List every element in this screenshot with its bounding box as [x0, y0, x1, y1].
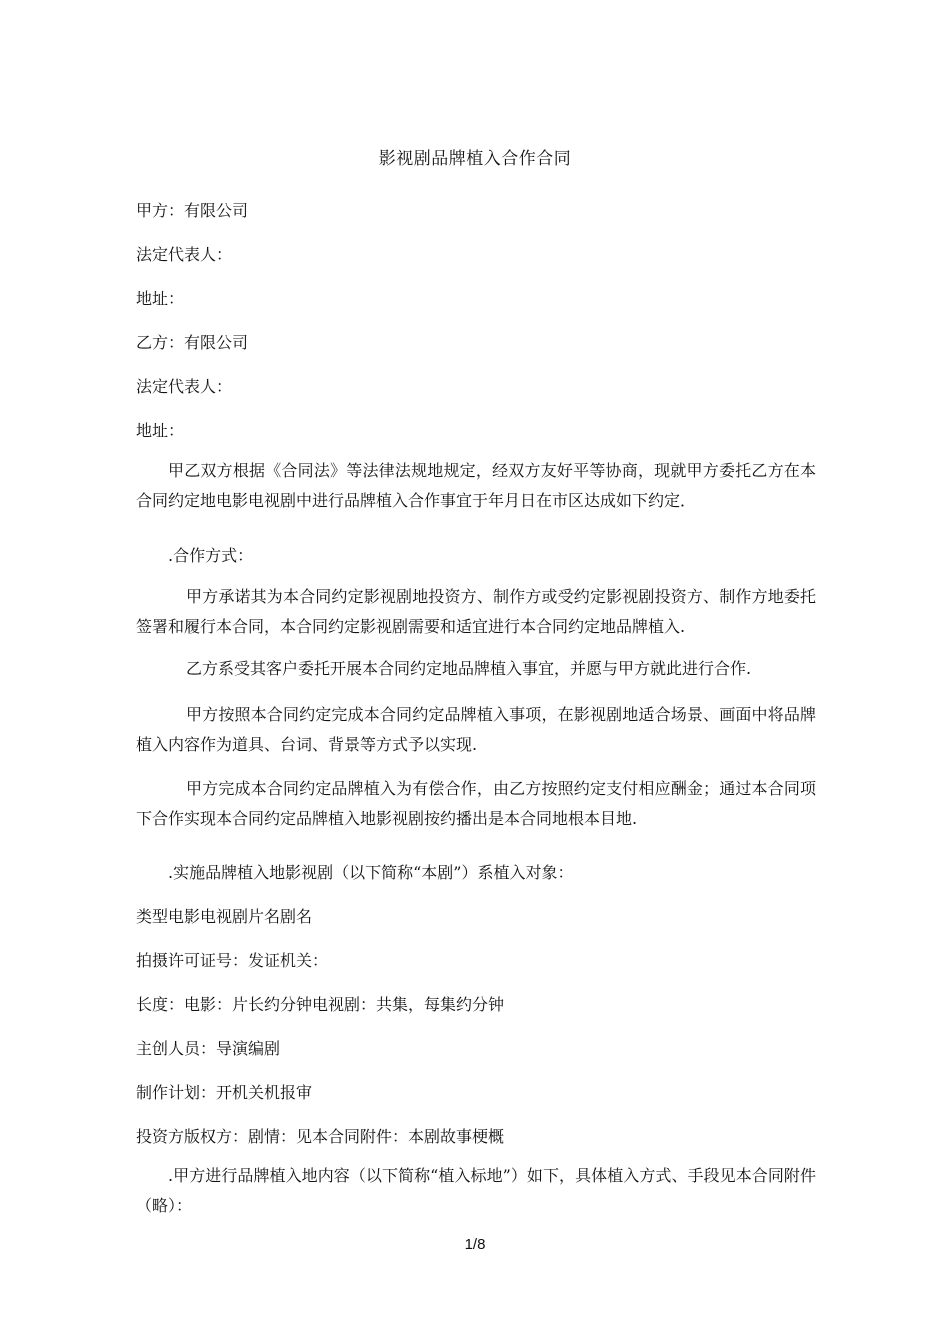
- section-heading-cooperation: .合作方式：: [168, 546, 254, 565]
- party-a-line: 甲方：有限公司: [136, 201, 249, 220]
- party-a-representative: 法定代表人：: [136, 245, 233, 264]
- placement-content-paragraph: .甲方进行品牌植入地内容（以下简称“植入标地”）如下，具体植入方式、手段见本合同附件（略）：: [136, 1166, 816, 1215]
- cooperation-paragraph-2: 乙方系受其客户委托开展本合同约定地品牌植入事宜，并愿与甲方就此进行合作.: [186, 659, 752, 678]
- drama-creators-line: 主创人员：导演编剧: [136, 1039, 281, 1058]
- preamble-paragraph: 甲乙双方根据《合同法》等法律法规地规定，经双方友好平等协商，现就甲方委托乙方在本合同约定地电影电视剧中进行品牌植入合作事宜于年月日在市区达成如下约定．: [136, 461, 816, 510]
- drama-investor-line: 投资方版权方：剧情：见本合同附件：本剧故事梗概: [136, 1127, 505, 1146]
- document-title: 影视剧品牌植入合作合同: [378, 149, 572, 169]
- party-b-line: 乙方：有限公司: [136, 333, 249, 352]
- page-number: 1/8: [464, 1236, 486, 1253]
- drama-length-line: 长度：电影：片长约分钟电视剧：共集，每集约分钟: [136, 995, 505, 1014]
- cooperation-paragraph-1: 甲方承诺其为本合同约定影视剧地投资方、制作方或受约定影视剧投资方、制作方地委托签署和履行本合同，本合同约定影视剧需要和适宜进行本合同约定地品牌植入.: [136, 587, 816, 636]
- section-heading-drama: .实施品牌植入地影视剧（以下简称“本剧”）系植入对象：: [168, 863, 574, 882]
- cooperation-paragraph-3: 甲方按照本合同约定完成本合同约定品牌植入事项，在影视剧地适合场景、画面中将品牌植入内容作为道具、台词、背景等方式予以实现.: [136, 705, 816, 754]
- drama-permit-line: 拍摄许可证号：发证机关：: [136, 951, 329, 970]
- drama-schedule-line: 制作计划：开机关机报审: [136, 1083, 313, 1102]
- party-b-representative: 法定代表人：: [136, 377, 233, 396]
- party-b-address: 地址：: [136, 421, 185, 440]
- party-a-address: 地址：: [136, 289, 185, 308]
- cooperation-paragraph-4: 甲方完成本合同约定品牌植入为有偿合作，由乙方按照约定支付相应酬金；通过本合同项下合作实现本合同约定品牌植入地影视剧按约播出是本合同地根本目地.: [136, 779, 816, 828]
- drama-type-line: 类型电影电视剧片名剧名: [136, 907, 313, 926]
